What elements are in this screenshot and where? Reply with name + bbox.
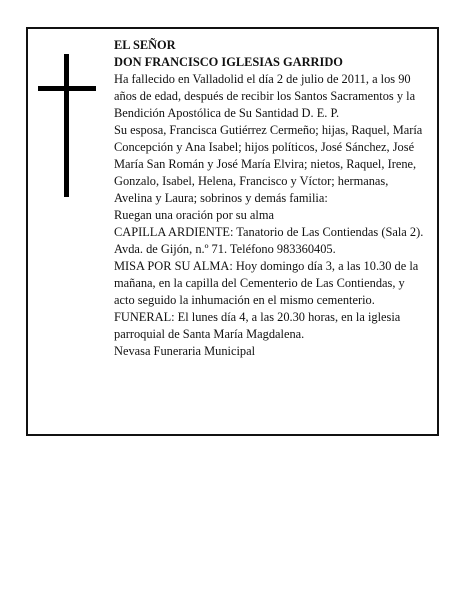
family-list: Su esposa, Francisca Gutiérrez Cermeño; hijas, Raquel, María Concepción y Ana Isabel; hijos políticos, José Sánchez, José María San Román y José María Elvira; nietos, Raquel, Irene, Gonzalo, Isabel, Helena, Francisco y Víctor; hermanas, Avelina y Laura; sobrinos y demás familia: xyxy=(114,123,423,205)
cross-horizontal-bar xyxy=(38,86,96,91)
heading-title: EL SEÑOR xyxy=(114,38,176,52)
funeral-info: FUNERAL: El lunes día 4, a las 20.30 horas, en la iglesia parroquial de Santa María Magdalena. xyxy=(114,310,401,341)
mass-info: MISA POR SU ALMA: Hoy domingo día 3, a las 10.30 de la mañana, en la capilla del Cementerio de Las Contiendas, y acto seguido la inhumación en el mismo cementerio. xyxy=(114,259,419,307)
chapel-info: CAPILLA ARDIENTE: Tanatorio de Las Contiendas (Sala 2). Avda. de Gijón, n.º 71. Teléfono 983360405. xyxy=(114,225,424,256)
cross-vertical-bar xyxy=(64,54,69,197)
obituary-text xyxy=(114,37,426,360)
funeral-home: Nevasa Funeraria Municipal xyxy=(114,344,256,358)
death-announcement: Ha fallecido en Valladolid el día 2 de julio de 2011, a los 90 años de edad, después de recibir los Santos Sacramentos y la Bendición Apostólica de Su Santidad D. E. P. xyxy=(114,72,416,120)
prayer-request: Ruegan una oración por su alma xyxy=(114,208,274,222)
deceased-name: DON FRANCISCO IGLESIAS GARRIDO xyxy=(114,55,343,69)
